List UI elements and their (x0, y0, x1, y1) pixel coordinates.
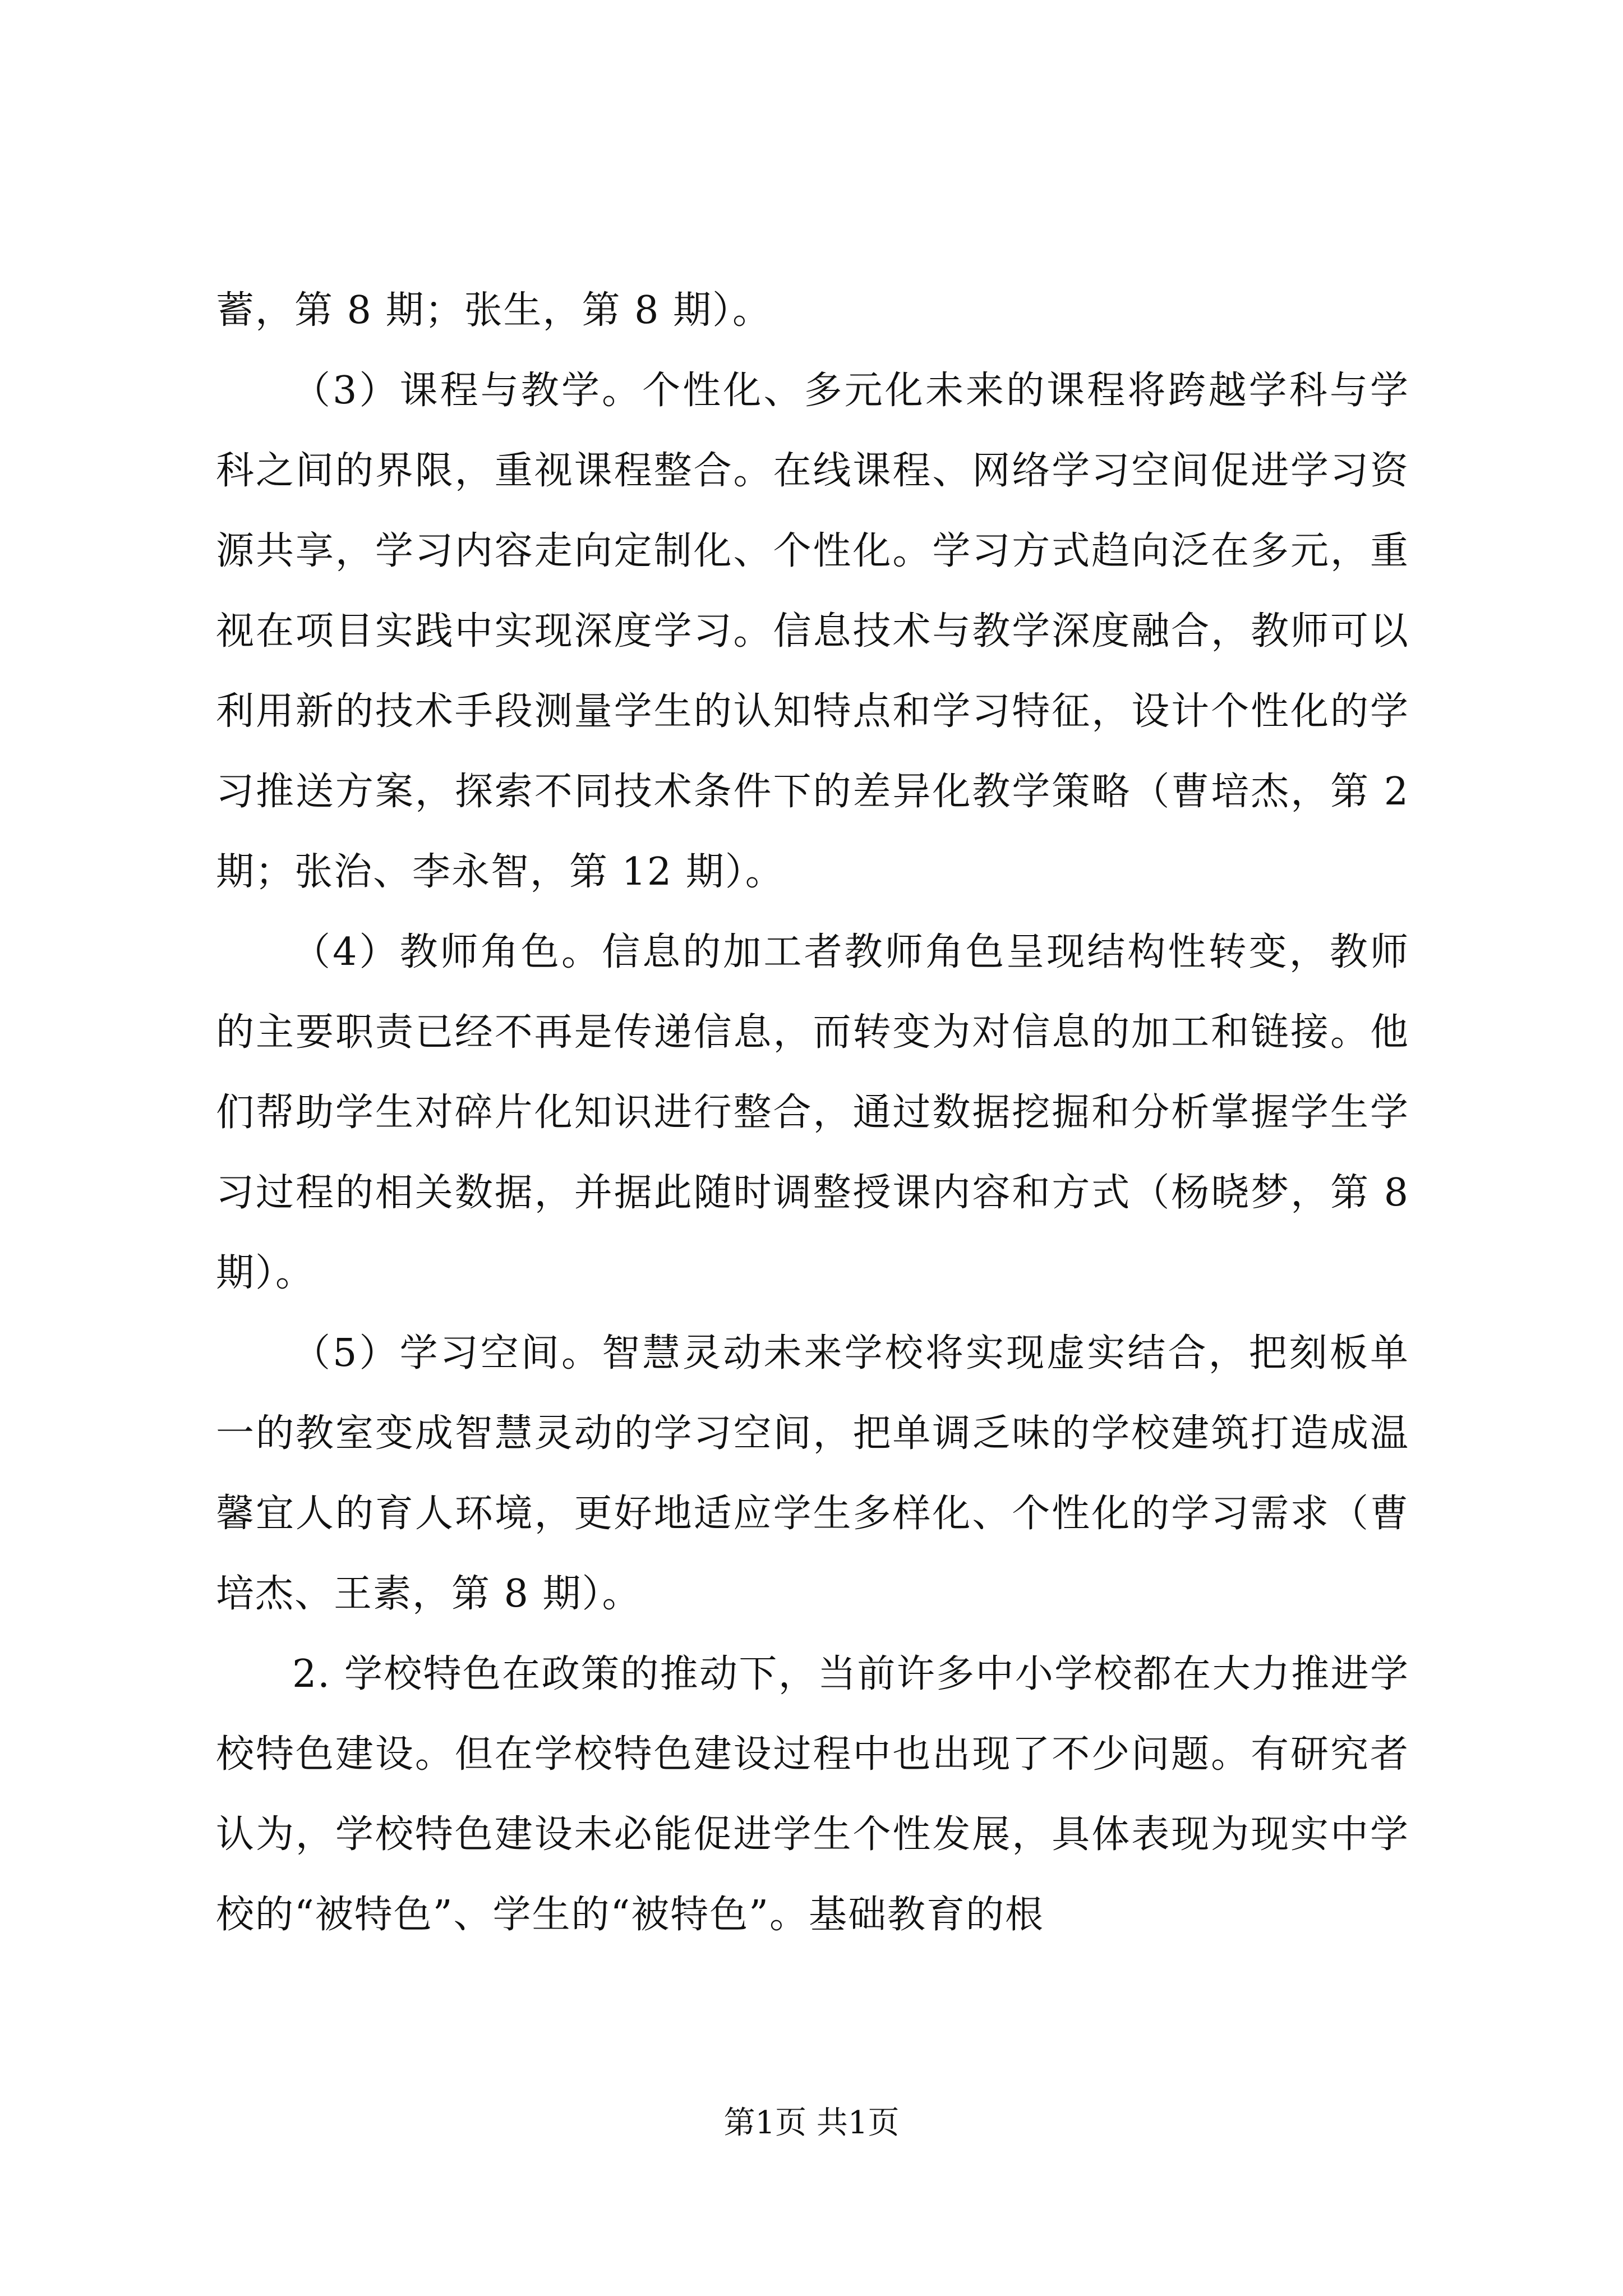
paragraph-school-features: 2. 学校特色在政策的推动下，当前许多中小学校都在大力推进学校特色建设。但在学校特色建设过程中也出现了不少问题。有研究者认为，学校特色建设未必能促进学生个性发展，具体表现为现实中学校的“被特色”、学生的“被特色”。基础教育的根 (216, 1652, 1409, 1937)
body-text (216, 270, 1409, 1955)
page-footer: 第1页 共1页 (723, 2105, 900, 2141)
paragraph-continuation: 蓄，第 8 期；张生，第 8 期）。 (216, 288, 772, 333)
paragraph-learning-space: （5）学习空间。智慧灵动未来学校将实现虚实结合，把刻板单一的教室变成智慧灵动的学习空间，把单调乏味的学校建筑打造成温馨宜人的育人环境，更好地适应学生多样化、个性化的学习需求（曹培杰、王素，第 8 期）。 (216, 1331, 1409, 1616)
paragraph-teacher-role: （4）教师角色。信息的加工者教师角色呈现结构性转变，教师的主要职责已经不再是传递信息，而转变为对信息的加工和链接。他们帮助学生对碎片化知识进行整合，通过数据挖掘和分析掌握学生学习过程的相关数据，并据此随时调整授课内容和方式（杨晓梦，第 8 期）。 (216, 930, 1409, 1295)
paragraph-curriculum: （3）课程与教学。个性化、多元化未来的课程将跨越学科与学科之间的界限，重视课程整合。在线课程、网络学习空间促进学习资源共享，学习内容走向定制化、个性化。学习方式趋向泛在多元，重视在项目实践中实现深度学习。信息技术与教学深度融合，教师可以利用新的技术手段测量学生的认知特点和学习特征，设计个性化的学习推送方案，探索不同技术条件下的差异化教学策略（曹培杰，第 2 期；张治、李永智，第 12 期）。 (216, 369, 1409, 894)
